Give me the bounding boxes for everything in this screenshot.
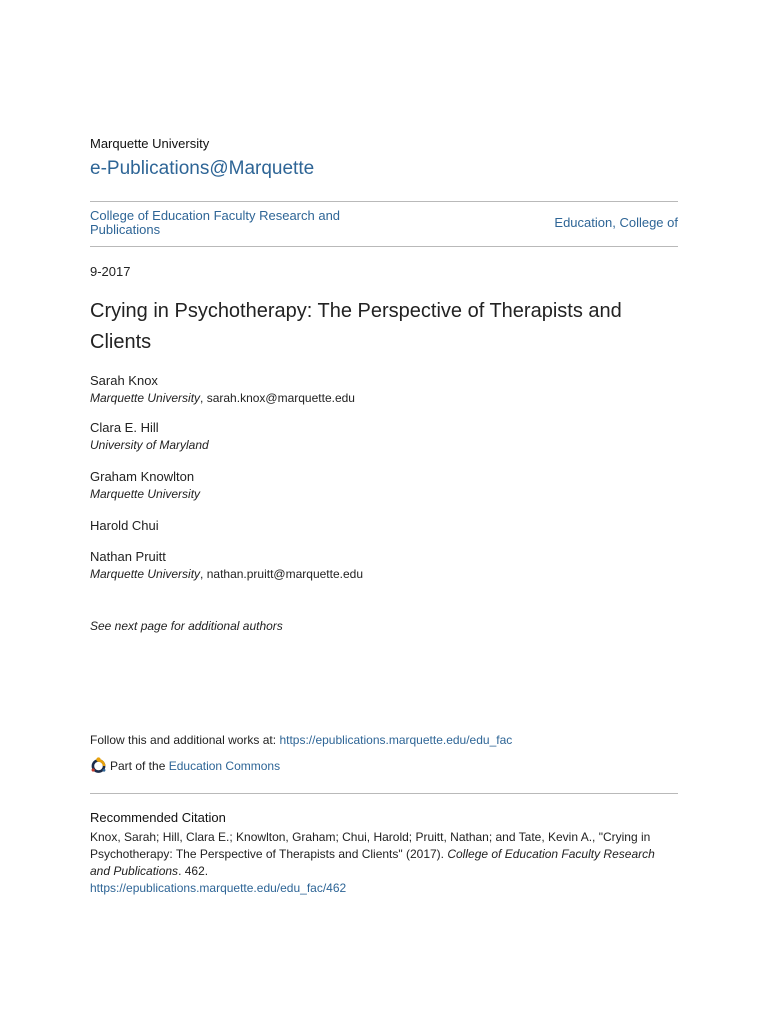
recommended-citation-heading: Recommended Citation [90,810,226,825]
publication-date: 9-2017 [90,264,131,279]
author-institution: Marquette University [90,487,201,501]
author-entry [90,469,200,503]
commons-network-icon [90,757,107,774]
citation-block [90,829,678,897]
author-affiliation [90,389,355,407]
divider-top [90,201,678,202]
author-email: , sarah.knox@marquette.edu [200,391,355,405]
citation-number: . 462. [178,864,209,878]
part-of-line [90,757,280,774]
author-name: Graham Knowlton [90,469,195,484]
divider-middle [90,246,678,247]
author-name: Harold Chui [90,518,159,533]
department-link[interactable]: Education, College of [554,215,678,230]
series-link[interactable]: College of Education Faculty Research and Publications [90,208,341,237]
university-name: Marquette University [90,136,210,151]
author-name: Sarah Knox [90,373,158,388]
citation-text: Knox, Sarah; Hill, Clara E.; Knowlton, Graham; Chui, Harold; Pruitt, Nathan; and Tate, Kevin A., "Crying in Psychotherapy: The Perspective of Therapists and Clients" (2017). [90,830,651,861]
author-entry [90,518,159,534]
education-commons-link[interactable]: Education Commons [168,758,281,773]
author-affiliation [90,485,200,503]
author-affiliation [90,436,209,454]
author-affiliation [90,565,363,583]
additional-authors-note: See next page for additional authors [90,619,283,633]
citation-url-link[interactable]: https://epublications.marquette.edu/edu_fac/462 [90,881,347,895]
author-name: Clara E. Hill [90,420,159,435]
author-institution: Marquette University [90,391,201,405]
author-name: Nathan Pruitt [90,549,166,564]
author-institution: University of Maryland [90,438,209,452]
part-of-prefix: Part of the [110,758,166,773]
author-institution: Marquette University [90,567,201,581]
author-entry [90,373,355,407]
follow-url-link[interactable]: https://epublications.marquette.edu/edu_fac [279,733,513,747]
author-entry [90,549,363,583]
author-entry [90,420,209,454]
cover-page [90,0,678,1024]
citation-journal: College of Education Faculty Research and Publications [90,847,655,878]
repository-link[interactable]: e-Publications@Marquette [90,158,315,179]
author-email: , nathan.pruitt@marquette.edu [200,567,363,581]
divider-bottom [90,793,678,794]
article-title: Crying in Psychotherapy: The Perspective of Therapists and Clients [90,300,622,353]
follow-prefix: Follow this and additional works at: [90,733,280,747]
follow-line [90,733,512,747]
